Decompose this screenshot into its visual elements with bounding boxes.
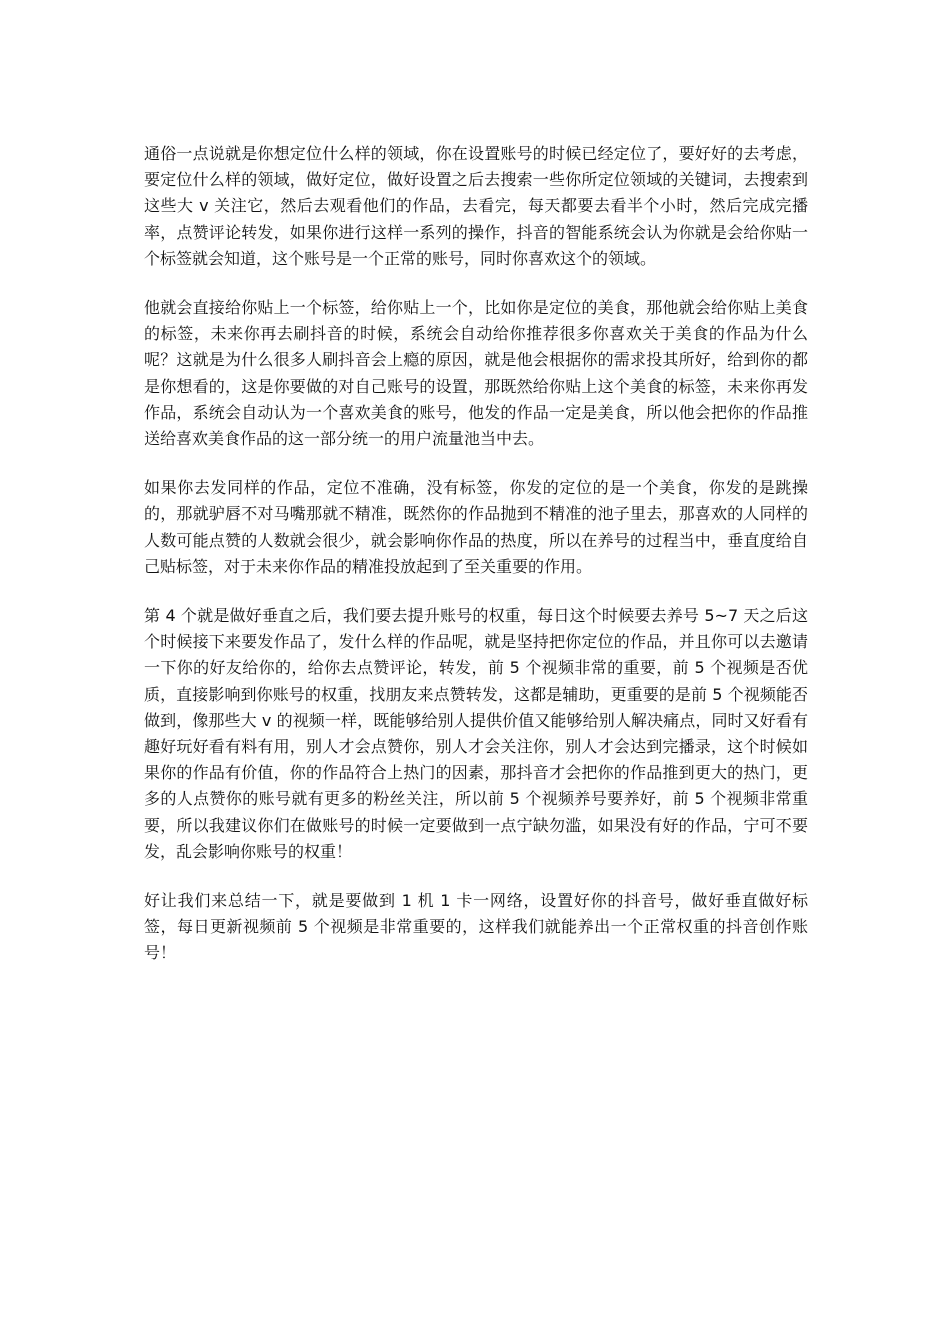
- paragraph-5: 好让我们来总结一下，就是要做到 1 机 1 卡一网络，设置好你的抖音号，做好垂直做好标签，每日更新视频前 5 个视频是非常重要的，这样我们就能养出一个正常权重的抖音创作账号！: [144, 891, 808, 963]
- paragraph-1: 通俗一点说就是你想定位什么样的领域，你在设置账号的时候已经定位了，要好好的去考虑，要定位什么样的领域，做好定位，做好设置之后去搜索一些你所定位领域的关键词，去搜索到这些大 v 关注它，然后去观看他们的作品，去看完，每天都要去看半个小时，然后完成完播率，点赞评论转发，如果你进行这样一系列的操作，抖音的智能系统会认为你就是会给你贴一个标签就会知道，这个账号是一个正常的账号，同时你喜欢这个的领域。: [144, 144, 808, 268]
- paragraph-4: 第 4 个就是做好垂直之后，我们要去提升账号的权重，每日这个时候要去养号 5~7 天之后这个时候接下来要发作品了，发什么样的作品呢，就是坚持把你定位的作品，并且你可以去邀请一下你的好友给你的，给你去点赞评论，转发，前 5 个视频非常的重要，前 5 个视频是否优质，直接影响到你账号的权重，找朋友来点赞转发，这都是辅助，更重要的是前 5 个视频能否做到，像那些大 v 的视频一样，既能够给别人提供价值又能够给别人解决痛点，同时又好看有趣好玩好看有料有用，别人才会点赞你，别人才会关注你，别人才会达到完播录，这个时候如果你的作品有价值，你的作品符合上热门的因素，那抖音才会把你的作品推到更大的热门，更多的人点赞你的账号就有更多的粉丝关注，所以前 5 个视频养号要养好，前 5 个视频非常重要，所以我建议你们在做账号的时候一定要做到一点宁缺勿滥，如果没有好的作品，宁可不要发，乱会影响你账号的权重！: [144, 606, 808, 861]
- paragraph-3: 如果你去发同样的作品，定位不准确，没有标签，你发的定位的是一个美食，你发的是跳操的，那就驴唇不对马嘴那就不精准，既然你的作品抛到不精准的池子里去，那喜欢的人同样的人数可能点赞的人数就会很少，就会影响你作品的热度，所以在养号的过程当中，垂直度给自己贴标签，对于未来你作品的精准投放起到了至关重要的作用。: [144, 478, 808, 576]
- document-body: [144, 141, 808, 990]
- paragraph-2: 他就会直接给你贴上一个标签，给你贴上一个，比如你是定位的美食，那他就会给你贴上美食的标签，未来你再去刷抖音的时候，系统会自动给你推荐很多你喜欢关于美食的作品为什么呢？这就是为什么很多人刷抖音会上瘾的原因，就是他会根据你的需求投其所好，给到你的都是你想看的，这是你要做的对自己账号的设置，那既然给你贴上这个美食的标签，未来你再发作品，系统会自动认为一个喜欢美食的账号，他发的作品一定是美食，所以他会把你的作品推送给喜欢美食作品的这一部分统一的用户流量池当中去。: [144, 298, 808, 449]
